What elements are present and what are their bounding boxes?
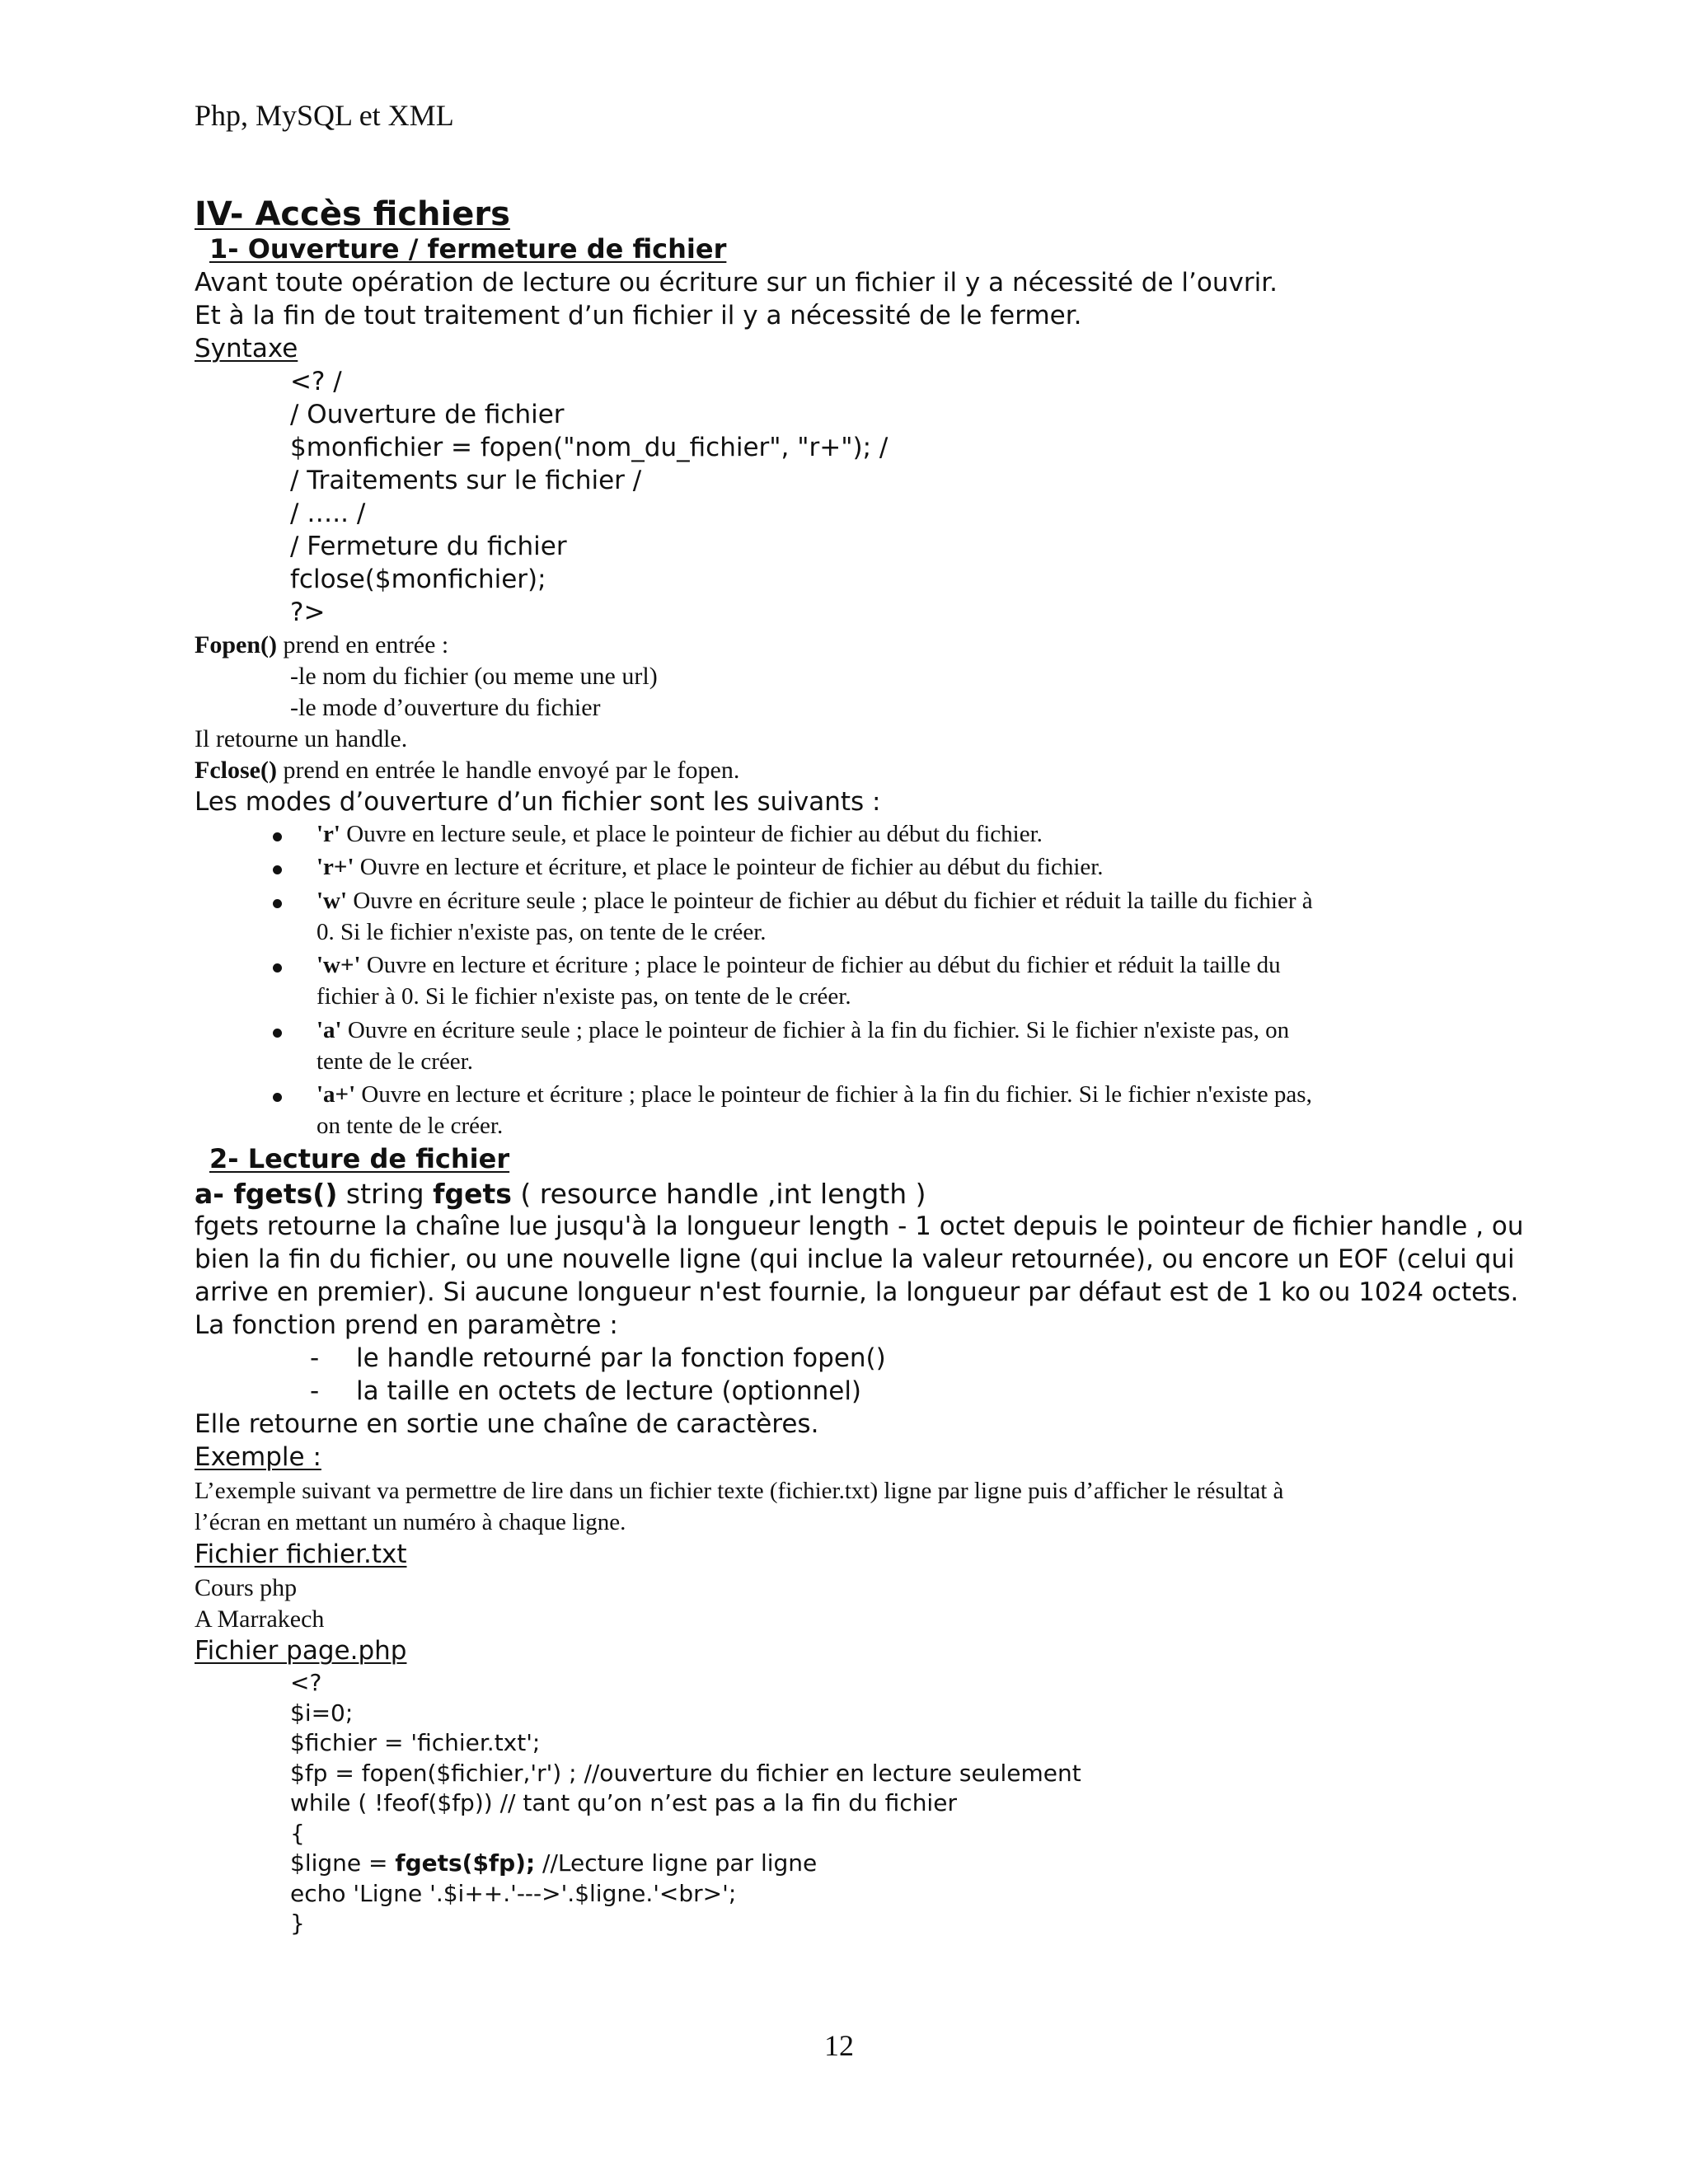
fopen-item: -le nom du fichier (ou meme une url) xyxy=(290,663,658,690)
bullet-icon xyxy=(273,1093,282,1102)
dash-icon: - xyxy=(310,1343,320,1373)
params-intro: La fonction prend en paramètre : xyxy=(195,1310,618,1340)
code-line: } xyxy=(290,1910,305,1937)
fclose-text: prend en entrée le handle envoyé par le fopen. xyxy=(276,757,740,784)
code-line: echo 'Ligne '.$i++.'--->'.$ligne.'<br>'; xyxy=(290,1880,737,1907)
code-line: / Ouverture de fichier xyxy=(290,400,565,429)
mode-item-a-plus-continued: on tente de le créer. xyxy=(316,1113,504,1139)
mode-item-w-plus xyxy=(316,954,1281,977)
fgets-return-type: string xyxy=(337,1178,434,1210)
subsection-title-lecture: 2- Lecture de fichier xyxy=(209,1143,510,1174)
mode-text: Ouvre en écriture seule ; place le pointeur de fichier à la fin du fichier. Si le fichier n'existe pas, on xyxy=(341,1017,1290,1043)
code-line: $fp = fopen($fichier,'r') ; //ouverture du fichier en lecture seulement xyxy=(290,1760,1081,1787)
file-php-label: Fichier page.php xyxy=(195,1636,407,1666)
mode-item-w xyxy=(316,889,1313,913)
intro-line-2: Et à la fin de tout traitement d’un fichier il y a nécessité de le fermer. xyxy=(195,301,1082,330)
fgets-description-line: fgets retourne la chaîne lue jusqu'à la longueur length - 1 octet depuis le pointeur de fichier handle , ou xyxy=(195,1212,1524,1241)
fopen-description xyxy=(195,633,448,658)
code-fragment: $ligne = xyxy=(290,1849,396,1877)
param-item: la taille en octets de lecture (optionnel) xyxy=(356,1376,862,1406)
param-item: le handle retourné par la fonction fopen() xyxy=(356,1343,886,1373)
code-line: / Traitements sur le fichier / xyxy=(290,466,642,495)
fopen-item: -le mode d’ouverture du fichier xyxy=(290,694,601,721)
mode-key: 'w+' xyxy=(316,952,361,978)
running-header: Php, MySQL et XML xyxy=(195,99,454,132)
file-txt-line: Cours php xyxy=(195,1574,298,1601)
mode-text: Ouvre en lecture et écriture ; place le pointeur de fichier au début du fichier et réduit la taille du xyxy=(360,952,1281,978)
code-line: while ( !feof($fp)) // tant qu’on n’est pas a la fin du fichier xyxy=(290,1789,957,1816)
code-line: $monfichier = fopen("nom_du_fichier", "r+"); / xyxy=(290,433,889,462)
fclose-description xyxy=(195,758,739,783)
fgets-description-line: arrive en premier). Si aucune longueur n'est fournie, la longueur par défaut est de 1 ko ou 1024 octets. xyxy=(195,1277,1519,1307)
dash-icon: - xyxy=(310,1376,320,1406)
bullet-icon xyxy=(273,963,282,972)
exemple-description-line: L’exemple suivant va permettre de lire dans un fichier texte (fichier.txt) ligne par ligne puis d’afficher le résultat à xyxy=(195,1478,1284,1504)
fgets-params: ( resource handle ,int length ) xyxy=(511,1178,926,1210)
mode-text: Ouvre en écriture seule ; place le pointeur de fichier au début du fichier et réduit la taille du fichier à xyxy=(347,888,1313,914)
fclose-name: Fclose() xyxy=(195,757,277,784)
mode-item-r-plus xyxy=(316,855,1104,879)
fgets-signature xyxy=(195,1178,926,1210)
mode-item-a xyxy=(316,1019,1289,1043)
mode-key: 'a' xyxy=(316,1017,342,1043)
subsection-title-ouverture: 1- Ouverture / fermeture de fichier xyxy=(209,233,727,265)
mode-item-r xyxy=(316,823,1043,846)
returns-string-text: Elle retourne en sortie une chaîne de caractères. xyxy=(195,1409,819,1439)
returns-handle-text: Il retourne un handle. xyxy=(195,725,408,752)
code-line: <? / xyxy=(290,367,342,396)
code-line: $fichier = 'fichier.txt'; xyxy=(290,1729,541,1756)
code-line: / ….. / xyxy=(290,499,366,528)
code-fragment: //Lecture ligne par ligne xyxy=(535,1849,818,1877)
mode-item-a-continued: tente de le créer. xyxy=(316,1048,473,1075)
fgets-name: fgets xyxy=(433,1178,512,1210)
bullet-icon xyxy=(273,832,282,841)
mode-key: 'r+' xyxy=(316,854,354,880)
mode-item-w-continued: 0. Si le fichier n'existe pas, on tente de le créer. xyxy=(316,919,767,945)
mode-text: Ouvre en lecture et écriture ; place le pointeur de fichier à la fin du fichier. Si le fichier n'existe pas, xyxy=(355,1081,1312,1108)
section-title: IV- Accès fichiers xyxy=(195,195,510,233)
mode-text: Ouvre en lecture et écriture, et place le pointeur de fichier au début du fichier. xyxy=(354,854,1104,880)
modes-intro: Les modes d’ouverture d’un fichier sont les suivants : xyxy=(195,787,881,817)
code-fragment-bold: fgets($fp); xyxy=(395,1849,536,1877)
code-line: $i=0; xyxy=(290,1699,354,1727)
code-line: <? xyxy=(290,1669,322,1696)
fopen-text: prend en entrée : xyxy=(277,631,449,658)
mode-item-w-plus-continued: fichier à 0. Si le fichier n'existe pas, on tente de le créer. xyxy=(316,983,851,1010)
exemple-description-line: l’écran en mettant un numéro à chaque ligne. xyxy=(195,1509,626,1535)
mode-key: 'w' xyxy=(316,888,348,914)
syntaxe-label: Syntaxe xyxy=(195,334,298,363)
bullet-icon xyxy=(273,865,282,874)
code-line: ?> xyxy=(290,598,326,627)
code-line: / Fermeture du fichier xyxy=(290,532,567,561)
mode-key: 'a+' xyxy=(316,1081,356,1108)
code-line: { xyxy=(290,1820,305,1847)
mode-item-a-plus xyxy=(316,1083,1312,1107)
intro-line-1: Avant toute opération de lecture ou écriture sur un fichier il y a nécessité de l’ouvrir. xyxy=(195,268,1278,298)
code-line: fclose($monfichier); xyxy=(290,565,546,594)
bullet-icon xyxy=(273,899,282,908)
page-number: 12 xyxy=(824,2029,854,2062)
bullet-icon xyxy=(273,1029,282,1038)
file-txt-line: A Marrakech xyxy=(195,1605,325,1633)
fgets-description-line: bien la fin du fichier, ou une nouvelle ligne (qui inclue la valeur retournée), ou encore un EOF (celui qui xyxy=(195,1244,1515,1274)
exemple-label: Exemple : xyxy=(195,1442,321,1472)
file-txt-label: Fichier fichier.txt xyxy=(195,1540,407,1569)
fopen-name: Fopen() xyxy=(195,631,277,658)
code-line-fgets xyxy=(290,1849,818,1877)
fgets-heading: a- fgets() xyxy=(195,1178,338,1210)
mode-text: Ouvre en lecture seule, et place le pointeur de fichier au début du fichier. xyxy=(340,821,1043,847)
mode-key: 'r' xyxy=(316,821,340,847)
